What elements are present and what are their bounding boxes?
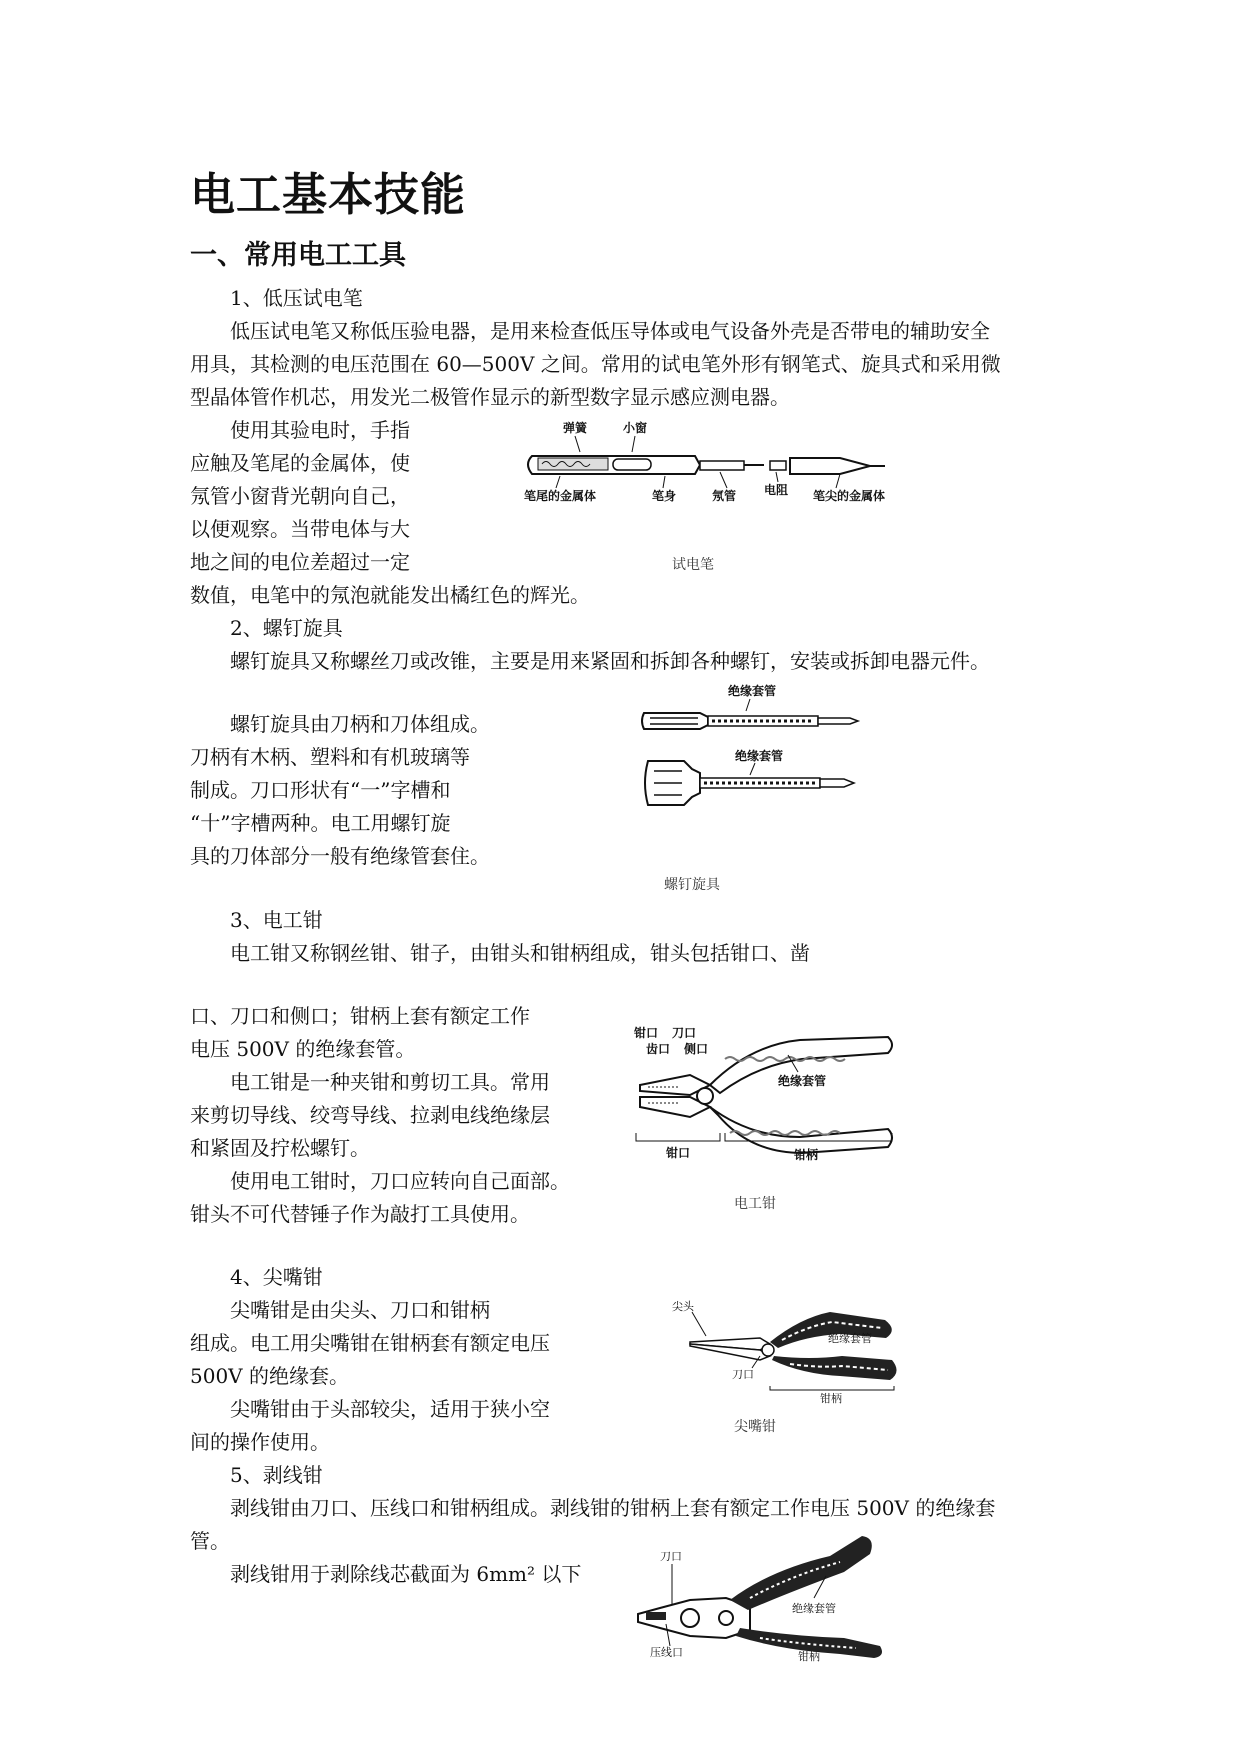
paragraph-line: 型晶体管作机芯，用发光二极管作显示的新型数字显示感应测电器。 [190,385,790,409]
paragraph-line: 以便观察。当带电体与大 [190,517,410,541]
label-blade: 刀口 [672,1026,697,1040]
section-heading: 一、常用电工工具 [190,240,406,271]
label-handle: 钳柄 [820,1392,842,1405]
paragraph-line: 地之间的电位差超过一定 [190,550,410,574]
paragraph-line: 制成。刀口形状有“一”字槽和 [190,778,451,802]
paragraph-line: 间的操作使用。 [190,1430,330,1454]
paragraph-line: 钳头不可代替锤子作为敲打工具使用。 [190,1202,530,1226]
paragraph-line: 管。 [190,1529,230,1553]
subsection-heading-tester: 1、低压试电笔 [230,286,363,310]
subsection-heading-screwdriver: 2、螺钉旋具 [230,616,343,640]
paragraph-line: 和紧固及拧松螺钉。 [190,1136,370,1160]
label-spring: 弹簧 [563,421,588,435]
paragraph-line: 用具，其检测的电压范围在 60—500V 之间。常用的试电笔外形有钢笔式、旋具式和采用微 [190,352,1001,376]
page-title: 电工基本技能 [190,168,467,221]
paragraph-line: 氖管小窗背光朝向自己， [190,484,410,508]
subsection-heading-stripper: 5、剥线钳 [230,1463,323,1487]
figure-caption: 尖嘴钳 [734,1419,776,1435]
figure-caption: 螺钉旋具 [664,877,720,893]
label-sleeve: 绝缘套管 [792,1602,836,1615]
subsection-heading-needle: 4、尖嘴钳 [230,1265,323,1289]
label-jaw: 钳口 [634,1026,659,1040]
paragraph-line: 螺钉旋具由刀柄和刀体组成。 [230,712,490,736]
paragraph-line: 数值，电笔中的氖泡就能发出橘红色的辉光。 [190,583,590,607]
paragraph-line: 螺钉旋具又称螺丝刀或改锥，主要是用来紧固和拆卸各种螺钉，安装或拆卸电器元件。 [230,649,990,673]
label-tip: 尖头 [672,1300,694,1313]
paragraph-line: 尖嘴钳是由尖头、刀口和钳柄 [230,1298,490,1322]
paragraph-line: 剥线钳用于剥除线芯截面为 6mm² 以下 [230,1562,582,1586]
label-teeth: 齿口 [646,1042,671,1056]
label-handle: 钳柄 [798,1650,820,1663]
paragraph-line: “十”字槽两种。电工用螺钉旋 [190,811,451,835]
label-sleeve-2: 绝缘套管 [735,749,784,763]
paragraph-line: 应触及笔尾的金属体，使 [190,451,410,475]
voltage-tester-figure [520,418,910,508]
paragraph-line: 电工钳是一种夹钳和剪切工具。常用 [230,1070,550,1094]
paragraph-line: 使用其验电时，手指 [230,418,410,442]
label-sleeve: 绝缘套管 [828,1332,872,1345]
label-jaw-bottom: 钳口 [666,1146,691,1160]
paragraph-line: 剥线钳由刀口、压线口和钳柄组成。剥线钳的钳柄上套有额定工作电压 500V 的绝缘套 [230,1496,996,1520]
paragraph-line: 电工钳又称钢丝钳、钳子，由钳头和钳柄组成，钳头包括钳口、凿 [230,941,810,965]
screwdriver-figure [640,683,870,813]
label-tail-metal: 笔尾的金属体 [524,489,597,503]
paragraph-line: 组成。电工用尖嘴钳在钳柄套有额定电压 [190,1331,550,1355]
label-resistor: 电阻 [764,483,789,497]
paragraph-line: 刀柄有木柄、塑料和有机玻璃等 [190,745,470,769]
paragraph-line: 电压 500V 的绝缘套管。 [190,1037,416,1061]
label-window: 小窗 [623,421,648,435]
label-tip-metal: 笔尖的金属体 [813,489,886,503]
paragraph-line: 低压试电笔又称低压验电器，是用来检查低压导体或电气设备外壳是否带电的辅助安全 [230,319,990,343]
paragraph-line: 使用电工钳时，刀口应转向自己面部。 [230,1169,570,1193]
label-handle: 钳柄 [794,1148,819,1162]
paragraph-line: 尖嘴钳由于头部较尖，适用于狭小空 [230,1397,550,1421]
label-neon: 氖管 [712,489,737,503]
label-blade: 刀口 [660,1550,682,1563]
electrician-pliers-figure [630,1025,900,1175]
label-blade: 刀口 [732,1368,754,1381]
label-body: 笔身 [652,489,677,503]
needle-nose-pliers-figure [670,1298,910,1408]
label-press: 压线口 [650,1646,683,1659]
wire-stripper-figure [630,1510,900,1663]
label-side: 侧口 [684,1042,709,1056]
figure-caption: 电工钳 [734,1196,776,1212]
paragraph-line: 具的刀体部分一般有绝缘管套住。 [190,844,490,868]
subsection-heading-pliers: 3、电工钳 [230,908,323,932]
label-sleeve-1: 绝缘套管 [728,684,777,698]
figure-caption: 试电笔 [672,557,714,573]
paragraph-line: 口、刀口和侧口；钳柄上套有额定工作 [190,1004,530,1028]
paragraph-line: 来剪切导线、绞弯导线、拉剥电线绝缘层 [190,1103,550,1127]
label-sleeve: 绝缘套管 [778,1074,827,1088]
paragraph-line: 500V 的绝缘套。 [190,1364,349,1388]
